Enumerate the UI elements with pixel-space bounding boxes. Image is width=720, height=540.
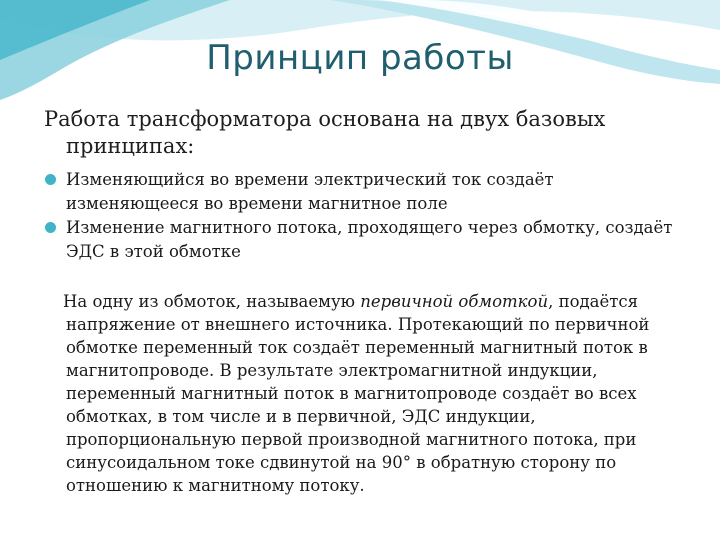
intro-text: Работа трансформатора основана на двух базовых принципах: — [44, 107, 606, 158]
description-paragraph — [44, 290, 684, 497]
bullet-text: Изменение магнитного потока, проходящего через обмотку, создаёт ЭДС в этой обмотке — [66, 218, 673, 261]
bullet-dot-icon — [45, 222, 56, 233]
paragraph-text-start: На одну из обмоток, называемую — [63, 292, 361, 311]
bullet-text: Изменяющийся во времени электрический ток создаёт изменяющееся во времени магнитное поле — [66, 170, 554, 213]
paragraph-text-end: , подаётся напряжение от внешнего источника. Протекающий по первичной обмотке переменный ток создаёт переменный магнитный поток в магнитопроводе. В результате электромагнитной индукции, переменный магнитный поток в магнитопроводе создаёт во всех обмотках, в том числе и в первичной, ЭДС индукции, пропорциональную первой производной магнитного потока, при синусоидальном токе сдвинутой на 90° в обратную сторону по отношению к магнитному потоку. — [66, 292, 650, 495]
bullet-dot-icon — [45, 174, 56, 185]
slide-body — [44, 106, 684, 497]
bullet-list — [44, 168, 684, 264]
bullet-item — [44, 168, 684, 216]
slide-title: Принцип работы — [206, 38, 514, 78]
bullet-item — [44, 216, 684, 264]
paragraph-emphasis: первичной обмоткой — [360, 292, 549, 311]
